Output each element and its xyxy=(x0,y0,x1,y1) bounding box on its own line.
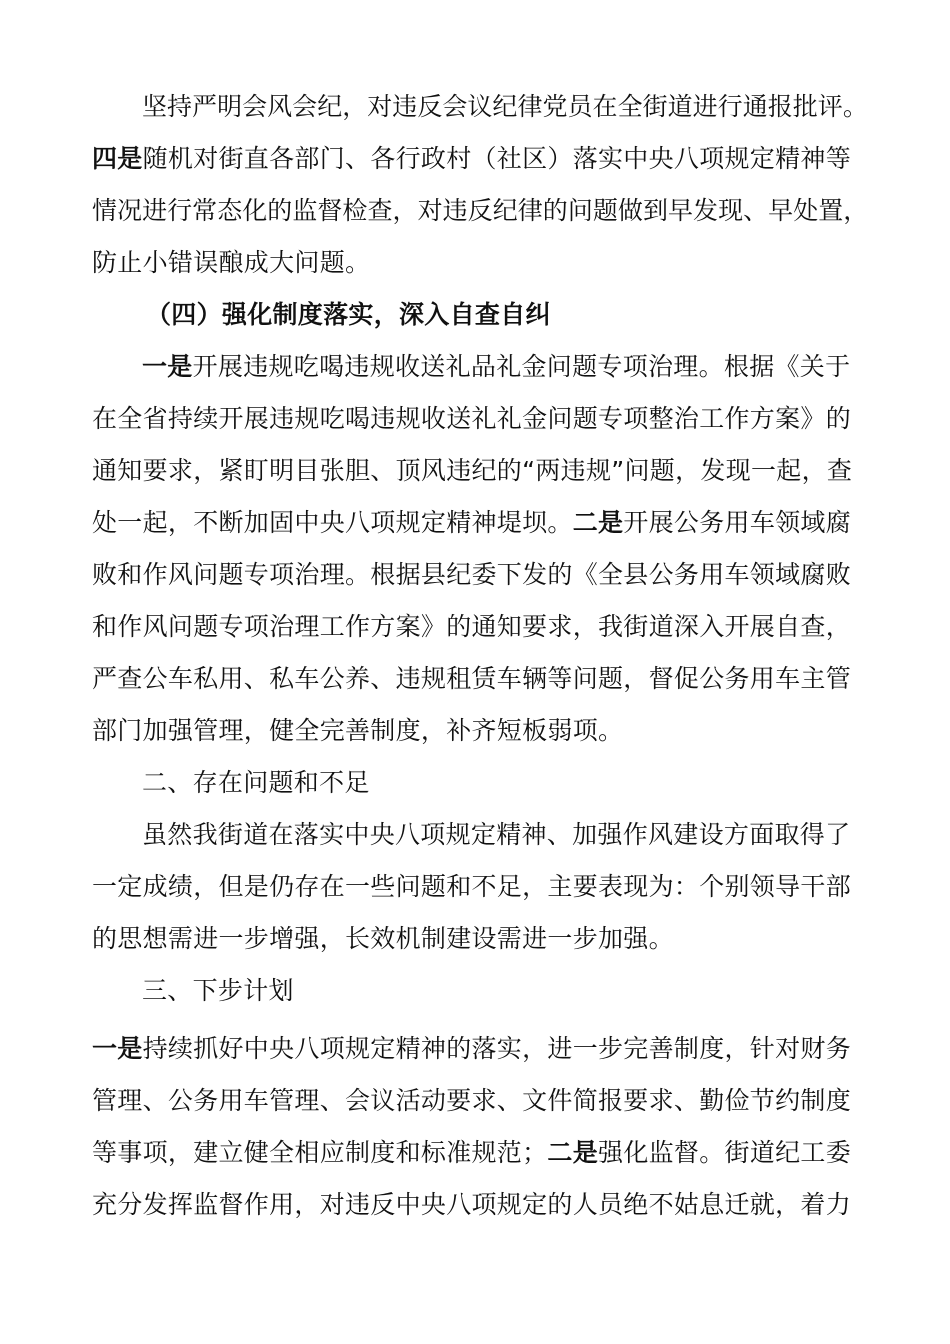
heading-text: 三、下步计划 xyxy=(142,976,294,1005)
text-line xyxy=(92,922,674,958)
text-line xyxy=(92,1032,851,1068)
text-run: 持续抓好中央八项规定精神的落实，进一步完善制度，针对财务 xyxy=(142,1034,852,1063)
text-run: 虽然我街道在落实中央八项规定精神、加强作风建设方面取得了 xyxy=(142,820,851,849)
text-run: 严查公车私用、私车公养、违规租赁车辆等问题，督促公务用车主管 xyxy=(92,664,852,693)
text-line xyxy=(92,402,851,438)
text-line xyxy=(92,194,868,230)
heading-text: （四）强化制度落实，深入自查自纠 xyxy=(146,300,551,329)
text-run: 开展公务用车领域腐 xyxy=(623,508,852,537)
bold-run: 二是 xyxy=(572,508,624,537)
text-line xyxy=(142,818,850,854)
text-line xyxy=(92,246,370,282)
text-run: 败和作风问题专项治理。根据县纪委下发的《全县公务用车领域腐败 xyxy=(92,560,852,589)
text-line xyxy=(92,610,851,646)
text-line xyxy=(92,506,851,542)
text-line xyxy=(92,870,851,906)
text-line xyxy=(92,1136,851,1172)
text-run: 充分发挥监督作用，对违反中央八项规定的人员绝不姑息迁就，着力 xyxy=(92,1190,852,1219)
bold-run: 一是 xyxy=(92,1034,143,1063)
text-run: 部门加强管理，健全完善制度，补齐短板弱项。 xyxy=(92,716,624,745)
text-run: 在全省持续开展违规吃喝违规收送礼礼金问题专项整治工作方案》的 xyxy=(92,404,852,433)
text-run: 开展违规吃喝违规收送礼品礼金问题专项治理。根据《关于 xyxy=(192,352,851,381)
text-run: 防止小错误酿成大问题。 xyxy=(92,248,371,277)
text-run: 通知要求，紧盯明目张胆、顶风违纪的“两违规”问题，发现一起，查 xyxy=(92,456,853,485)
text-line xyxy=(92,1084,851,1120)
section-heading xyxy=(142,974,294,1010)
text-run: 强化监督。街道纪工委 xyxy=(598,1138,852,1167)
text-line xyxy=(92,1188,851,1224)
text-line xyxy=(92,142,851,178)
bold-run: 一是 xyxy=(142,352,193,381)
text-run: 坚持严明会风会纪，对违反会议纪律党员在全街道进行通报批评。 xyxy=(142,92,868,121)
section-heading xyxy=(146,298,551,334)
text-line xyxy=(142,90,868,126)
text-line xyxy=(142,350,850,386)
text-run: 一定成绩，但是仍存在一些问题和不足，主要表现为：个别领导干部 xyxy=(92,872,852,901)
text-run: 等事项，建立健全相应制度和标准规范； xyxy=(92,1138,548,1167)
bold-run: 四是 xyxy=(92,144,143,173)
section-heading xyxy=(142,766,370,802)
text-line xyxy=(92,662,851,698)
heading-text: 二、存在问题和不足 xyxy=(142,768,370,797)
text-run: 处一起，不断加固中央八项规定精神堤坝。 xyxy=(92,508,573,537)
text-line xyxy=(92,714,623,750)
text-run: 和作风问题专项治理工作方案》的通知要求，我街道深入开展自查， xyxy=(92,612,852,641)
text-line xyxy=(92,454,852,490)
text-line xyxy=(92,558,851,594)
text-run: 管理、公务用车管理、会议活动要求、文件简报要求、勤俭节约制度 xyxy=(92,1086,852,1115)
text-run: 的思想需进一步增强，长效机制建设需进一步加强。 xyxy=(92,924,674,953)
bold-run: 二是 xyxy=(547,1138,599,1167)
text-run: 情况进行常态化的监督检查，对违反纪律的问题做到早发现、早处置， xyxy=(92,196,869,225)
text-run: 随机对街直各部门、各行政村（社区）落实中央八项规定精神等 xyxy=(142,144,852,173)
